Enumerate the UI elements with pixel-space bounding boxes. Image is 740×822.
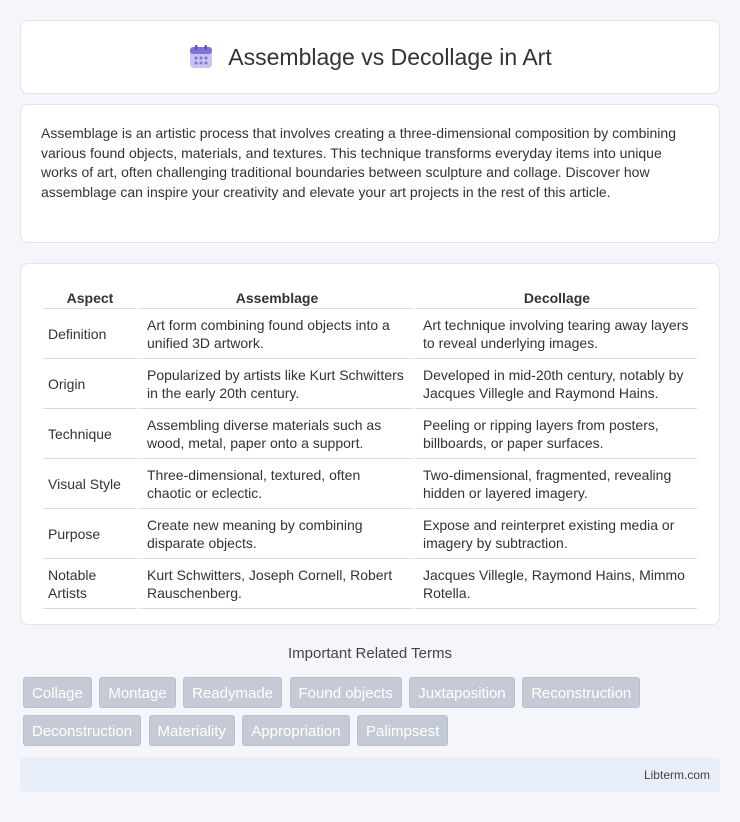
table-row xyxy=(43,559,697,609)
tag-materiality[interactable]: Materiality xyxy=(149,715,235,746)
related-terms-list xyxy=(23,677,723,753)
row-aspect: Technique xyxy=(43,409,137,459)
table-row xyxy=(43,309,697,359)
tag-appropriation[interactable]: Appropriation xyxy=(242,715,349,746)
table-row xyxy=(43,409,697,459)
row-aspect: Origin xyxy=(43,359,137,409)
footer xyxy=(20,758,720,792)
row-decollage: Jacques Villegle, Raymond Hains, Mimmo Rotella. xyxy=(413,559,697,609)
page-title: Assemblage vs Decollage in Art xyxy=(228,43,552,70)
row-assemblage: Kurt Schwitters, Joseph Cornell, Robert Rauschenberg. xyxy=(137,559,413,609)
table-row xyxy=(43,509,697,559)
row-assemblage: Create new meaning by combining disparate objects. xyxy=(137,509,413,559)
table-row xyxy=(43,359,697,409)
row-assemblage: Assembling diverse materials such as wood, metal, paper onto a support. xyxy=(137,409,413,459)
row-aspect: Definition xyxy=(43,309,137,359)
table-header-row xyxy=(43,286,697,309)
row-assemblage: Three-dimensional, textured, often chaotic or eclectic. xyxy=(137,459,413,509)
row-aspect: Visual Style xyxy=(43,459,137,509)
header-decollage: Decollage xyxy=(413,286,697,309)
row-assemblage: Popularized by artists like Kurt Schwitters in the early 20th century. xyxy=(137,359,413,409)
comparison-table xyxy=(43,286,697,609)
header-assemblage: Assemblage xyxy=(137,286,413,309)
tag-palimpsest[interactable]: Palimpsest xyxy=(357,715,448,746)
row-decollage: Expose and reinterpret existing media or imagery by subtraction. xyxy=(413,509,697,559)
tag-reconstruction[interactable]: Reconstruction xyxy=(522,677,640,708)
table-row xyxy=(43,459,697,509)
row-decollage: Developed in mid-20th century, notably by Jacques Villegle and Raymond Hains. xyxy=(413,359,697,409)
tag-readymade[interactable]: Readymade xyxy=(183,677,282,708)
footer-site-link[interactable]: Libterm.com xyxy=(643,768,710,782)
tag-montage[interactable]: Montage xyxy=(99,677,175,708)
row-decollage: Art technique involving tearing away layers to reveal underlying images. xyxy=(413,309,697,359)
calendar-grid-icon xyxy=(188,44,214,70)
intro-card xyxy=(20,104,720,243)
tag-juxtaposition[interactable]: Juxtaposition xyxy=(409,677,515,708)
tag-collage[interactable]: Collage xyxy=(23,677,92,708)
intro-text: Assemblage is an artistic process that involves creating a three-dimensional composition by combining various found objects, materials, and textures. This technique transforms everyday items into unique works of art, often challenging traditional boundaries between sculpture and collage. Discover how assemblage can inspire your creativity and elevate your art projects in the rest of this article. xyxy=(41,125,676,200)
row-decollage: Two-dimensional, fragmented, revealing hidden or layered imagery. xyxy=(413,459,697,509)
comparison-card xyxy=(20,263,720,625)
row-aspect: Purpose xyxy=(43,509,137,559)
row-decollage: Peeling or ripping layers from posters, billboards, or paper surfaces. xyxy=(413,409,697,459)
title-card xyxy=(20,20,720,94)
tag-found-objects[interactable]: Found objects xyxy=(290,677,402,708)
row-aspect: Notable Artists xyxy=(43,559,137,609)
related-terms-title: Important Related Terms xyxy=(288,645,452,662)
tag-deconstruction[interactable]: Deconstruction xyxy=(23,715,141,746)
row-assemblage: Art form combining found objects into a unified 3D artwork. xyxy=(137,309,413,359)
header-aspect: Aspect xyxy=(43,286,137,309)
